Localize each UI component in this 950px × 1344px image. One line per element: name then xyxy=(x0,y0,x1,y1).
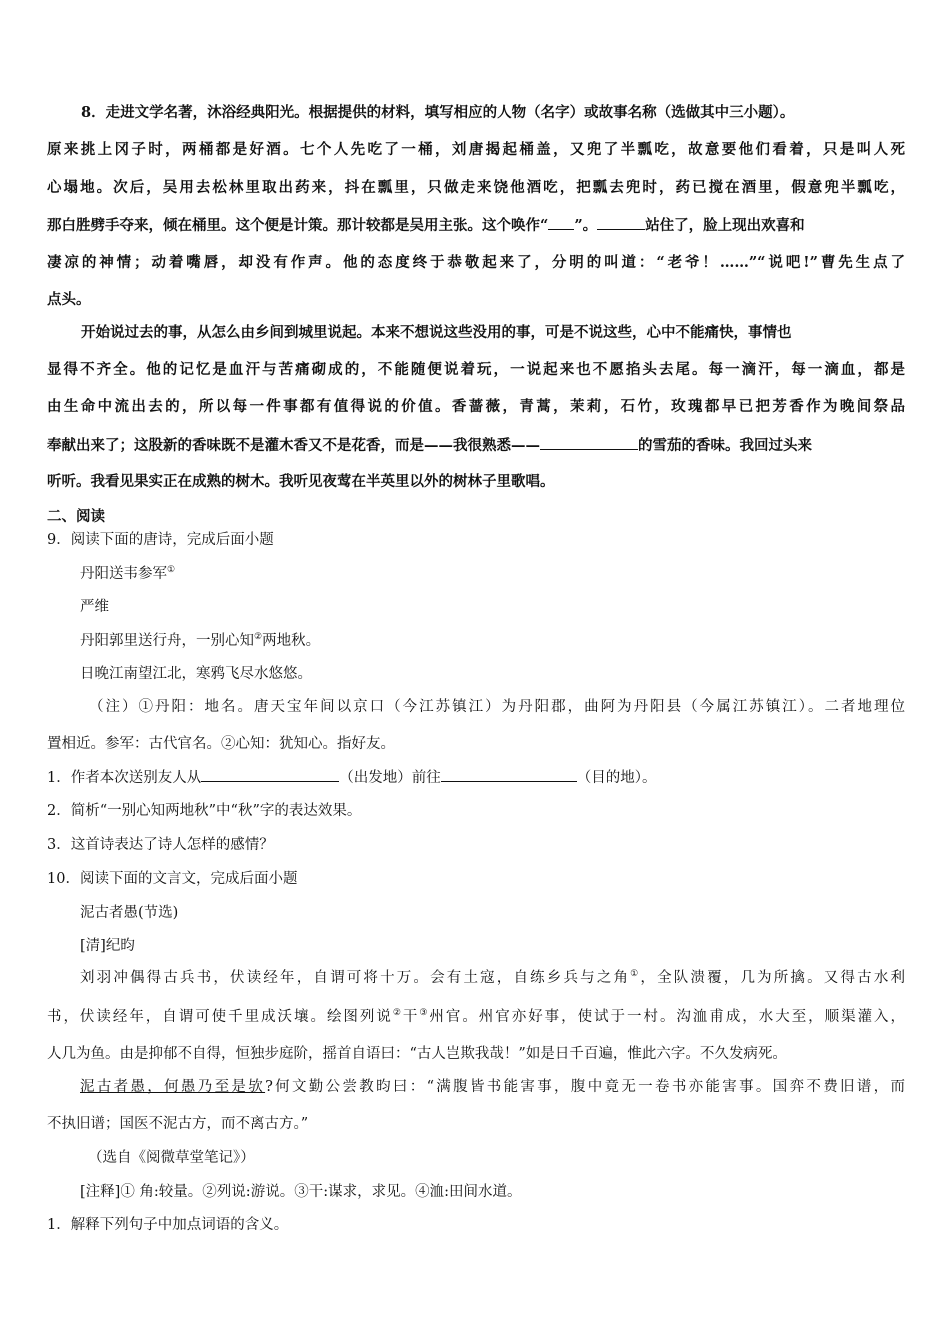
q9-sub1-text: 1．作者本次送别友人从 xyxy=(47,770,202,786)
q8-intro: 8．走进文学名著，沐浴经典阳光。根据提供的材料，填写相应的人物（名字）或故事名称（选做其中三小题）。 xyxy=(81,104,795,121)
q10-source: （选自《阅微草堂笔记》） xyxy=(88,1150,255,1166)
q10-footnote-mark: ① xyxy=(630,969,641,980)
q9-footnote-mark: ② xyxy=(254,632,263,643)
q10-title: 泥古者愚(节选) xyxy=(80,905,179,921)
q9-subquestion-1 xyxy=(47,767,905,788)
q10-passage-text: 州官。州官亦好事，使试于一村。沟洫甫成，水大至，顺渠灌入， xyxy=(429,1009,905,1025)
q9-subquestion-2: 2．简析“一别心知两地秋”中“秋”字的表达效果。 xyxy=(47,803,362,819)
q10-passage-line xyxy=(80,1077,905,1097)
q10-prompt: 10．阅读下面的文言文，完成后面小题 xyxy=(47,871,298,887)
q8-passage2-line: 听听。我看见果实正在成熟的树木。我听见夜莺在半英里以外的树林子里歌唱。 xyxy=(47,473,555,490)
q8-passage1-line: 原来挑上冈子时，两桶都是好酒。七个人先吃了一桶，刘唐揭起桶盖，又兜了半瓢吃，故意要他们看着，只是叫人死 xyxy=(47,141,905,158)
q8-passage2-line: 由生命中流出去的，所以每一件事都有值得说的价值。香蔷薇，青蒿，茉莉，石竹，玫瑰都早已把芳香作为晚间祭品 xyxy=(47,398,905,415)
q10-passage-text: ，全队溃覆，几为所擒。又得古水利 xyxy=(640,970,905,986)
q9-poem-title xyxy=(80,564,938,584)
q9-footnote-mark: ① xyxy=(167,565,176,576)
q8-passage2-line: 显得不齐全。他的记忆是血汗与苦痛砌成的，不能随便说着玩，一说起来也不愿掐头去尾。每一滴汗，每一滴血，都是 xyxy=(47,361,905,378)
q8-passage2-text: 奉献出来了；这股新的香味既不是灌木香又不是花香，而是——我很熟悉—— xyxy=(47,437,540,454)
q10-underlined-sentence: 泥古者愚，何愚乃至是欤 xyxy=(80,1079,266,1095)
q10-passage-text: 刘羽冲偶得古兵书，伏读经年，自谓可将十万。会有土寇，自练乡兵与之角 xyxy=(80,970,631,986)
q9-prompt: 9．阅读下面的唐诗，完成后面小题 xyxy=(47,532,274,548)
q8-passage1-text: 站住了，脸上现出欢喜和 xyxy=(645,217,805,234)
q9-sub1-text: （目的地）。 xyxy=(576,770,657,786)
q9-poem-line: 日晚江南望江北，寒鸦飞尽水悠悠。 xyxy=(80,666,312,682)
q10-author: [清]纪昀 xyxy=(80,938,135,954)
q10-footnote-mark: ② xyxy=(392,1008,403,1019)
q8-passage2-line: 开始说过去的事，从怎么由乡间到城里说起。本来不想说这些没用的事，可是不说这些，心中不能痛快，事情也 xyxy=(81,324,792,341)
q9-subquestion-3: 3．这首诗表达了诗人怎样的感情？ xyxy=(47,837,274,853)
q10-footnote-mark: ③ xyxy=(419,1008,430,1019)
q10-passage-line: 不执旧谱；国医不泥古方，而不离古方。” xyxy=(47,1116,309,1132)
q10-passage-text: 书，伏读经年，自谓可使千里成沃壤。绘图列说 xyxy=(47,1009,393,1025)
q8-passage2-text: 的雪茄的香味。我回过头来 xyxy=(638,437,812,454)
departure-place-blank[interactable] xyxy=(201,767,339,782)
q9-poem-text: 两地秋。 xyxy=(262,633,321,649)
q10-passage-line xyxy=(47,1007,905,1027)
q10-passage-line xyxy=(80,968,905,988)
q8-story-name-blank[interactable] xyxy=(548,215,574,230)
q8-character-name-blank[interactable] xyxy=(597,215,645,230)
q10-notes: [注释]① 角:较量。②列说:游说。③干:谋求，求见。④洫:田间水道。 xyxy=(80,1184,522,1200)
q9-sub1-text: （出发地）前往 xyxy=(339,770,441,786)
q9-poem-line xyxy=(80,631,938,651)
q8-passage1-line: 凄凉的神情；动着嘴唇，却没有作声。他的态度终于恭敬起来了，分明的叫道：“老爷！……”“说吧!”曹先生点了 xyxy=(47,254,905,271)
q8-passage1-line xyxy=(47,215,905,236)
q8-passage1-line: 点头。 xyxy=(47,291,91,308)
q8-passage1-text: ”。 xyxy=(574,217,598,234)
q9-note-line: （注）①丹阳：地名。唐天宝年间以京口（今江苏镇江）为丹阳郡，曲阿为丹阳县（今属江苏镇江）。二者地理位 xyxy=(89,699,905,715)
q10-passage-line: 人几为鱼。由是抑郁不自得，恒独步庭阶，摇首自语曰：“古人岂欺我哉！”如是日千百遍，惟此六字。不久发病死。 xyxy=(47,1046,787,1062)
q8-passage1-line: 心塌地。次后，吴用去松林里取出药来，抖在瓢里，只做走来饶他酒吃，把瓢去兜时，药已搅在酒里，假意兜半瓢吃， xyxy=(47,179,905,196)
q10-passage-text: ?何文勤公尝教昀曰：“满腹皆书能害事，腹中竟无一卷书亦能害事。国弈不费旧谱，而 xyxy=(265,1079,905,1095)
q9-note-line: 置相近。参军：古代官名。②心知：犹知心。指好友。 xyxy=(47,736,395,752)
q9-poem-text: 丹阳郭里送行舟，一别心知 xyxy=(80,633,254,649)
q10-subquestion-1: 1．解释下列句子中加点词语的含义。 xyxy=(47,1217,289,1233)
destination-blank[interactable] xyxy=(441,767,577,782)
q8-passage2-blank[interactable] xyxy=(540,435,638,450)
q10-passage-text: 干 xyxy=(402,1009,420,1025)
q8-passage1-text: 那白胜劈手夺来，倾在桶里。这个便是计策。那计较都是吴用主张。这个唤作“ xyxy=(47,217,549,234)
section-heading-reading: 二、阅读 xyxy=(47,508,105,525)
q9-poem-title-text: 丹阳送韦参军 xyxy=(80,566,167,582)
q8-passage2-line xyxy=(47,435,905,456)
q9-poem-author: 严维 xyxy=(80,599,109,615)
